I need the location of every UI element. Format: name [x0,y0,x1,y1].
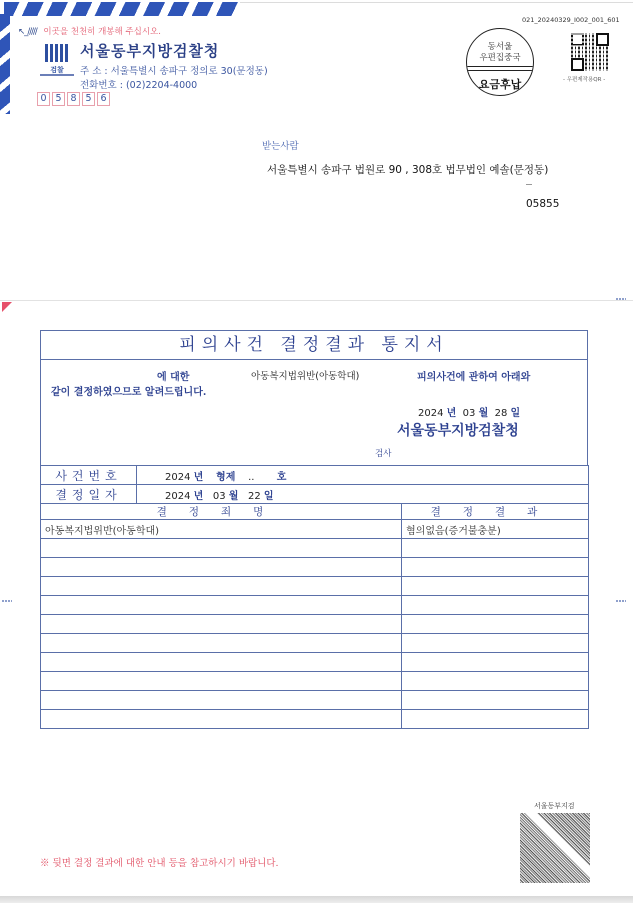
official-seal-barcode-icon [520,813,590,883]
postal-digit: 0 [37,92,50,106]
decision-table [40,465,589,729]
row-result [402,596,589,615]
row-result [402,634,589,653]
case-number-value: 2024 년 형제 .. 호 [137,466,589,485]
row-result [402,615,589,634]
recipient-label: 받는사람 [262,141,299,152]
row-result [402,558,589,577]
row-result: 혐의없음(증거불충분) [402,520,589,539]
row-charge [41,539,402,558]
logo-underline [40,74,74,76]
row-result [402,577,589,596]
decision-date-row [41,485,589,504]
header-charge: 결정죄명 [41,504,402,520]
row-charge [41,558,402,577]
recipient-postal-code: 05855 [526,198,560,210]
decision-date-label: 결정일자 [41,485,137,504]
table-row [41,710,589,729]
logo-bars-icon [45,44,69,62]
qr-code-icon [571,33,609,71]
postage-stamp-circle [466,28,534,96]
prosecution-logo [40,44,74,80]
table-row [41,596,589,615]
intro-charge: 아동복지법위반(아동학대) [251,371,360,382]
row-charge [41,710,402,729]
table-row [41,558,589,577]
envelope-edge [240,2,633,3]
header-result: 결정결과 [402,504,589,520]
row-result [402,710,589,729]
stamp-office-line2: 우편집중국 [479,53,521,63]
margin-mark [616,298,626,300]
recipient-address: 서울특별시 송파구 법원로 90 , 308호 법무법인 예솔(문정동) [267,164,549,176]
row-result [402,672,589,691]
airmail-stripes-left [0,14,10,114]
page-shadow [0,896,633,903]
row-charge [41,653,402,672]
row-charge [41,577,402,596]
intro-suffix: 피의사건에 관하여 아래와 [417,372,531,383]
table-row [41,520,589,539]
row-charge [41,672,402,691]
logo-text: 검찰 [50,66,64,74]
fold-corner-icon [2,302,12,312]
issue-date: 2024 년 03 월 28 일 [418,408,521,419]
sender-postal-code [37,92,110,106]
table-row [41,577,589,596]
document-code: 021_20240329_I002_001_601 [522,16,620,24]
sender-phone: 전화번호 : (02)2204-4000 [80,80,198,91]
postal-digit: 5 [82,92,95,106]
recipient-mark [526,184,532,185]
postal-digit: 8 [67,92,80,106]
row-charge: 아동복지법위반(아동학대) [41,520,402,539]
postage-stamp [466,28,536,110]
seal-caption: 서울동부지검 [534,802,575,810]
case-number-label: 사건번호 [41,466,137,485]
row-charge [41,615,402,634]
table-row [41,634,589,653]
row-charge [41,596,402,615]
stamp-office-line1: 동서울 [487,42,513,52]
table-row [41,539,589,558]
stamp-divider [467,66,533,71]
table-row [41,653,589,672]
row-result [402,539,589,558]
fold-line [0,300,633,301]
stamp-postage-type: 요금후납 [478,78,522,91]
sender-name: 서울동부지방검찰청 [80,42,220,60]
issuing-office: 서울동부지방검찰청 [397,423,519,439]
postal-digit: 5 [52,92,65,106]
tear-instruction: ↖_///// 이곳을 천천히 개봉해 주십시오. [18,27,161,37]
intro-regarding: 에 대한 [157,372,190,383]
airmail-stripes-top [4,2,240,16]
table-row [41,672,589,691]
sender-address: 주 소 : 서울특별시 송파구 정의로 30(문정동) [80,66,268,77]
row-result [402,653,589,672]
notice-form [40,330,588,465]
row-charge [41,691,402,710]
postal-digit: 6 [97,92,110,106]
tear-arrow-icon: ↖_///// [18,27,37,37]
decision-date-value: 2024 년 03 월 22 일 [137,485,589,504]
intro-line2: 같이 결정하였으므로 알려드립니다. [51,387,207,398]
case-number-row [41,466,589,485]
margin-mark [616,600,626,602]
table-row [41,615,589,634]
prosecutor-label: 검사 [375,449,392,459]
row-charge [41,634,402,653]
footer-note: ※ 뒷면 결정 결과에 대한 안내 등을 참고하시기 바랍니다. [40,858,279,869]
row-result [402,691,589,710]
qr-caption: - 우편제작용QR - [563,77,606,83]
notice-title: 피의사건 결정결과 통지서 [41,331,587,360]
table-header-row [41,504,589,520]
margin-mark [2,600,12,602]
table-row [41,691,589,710]
